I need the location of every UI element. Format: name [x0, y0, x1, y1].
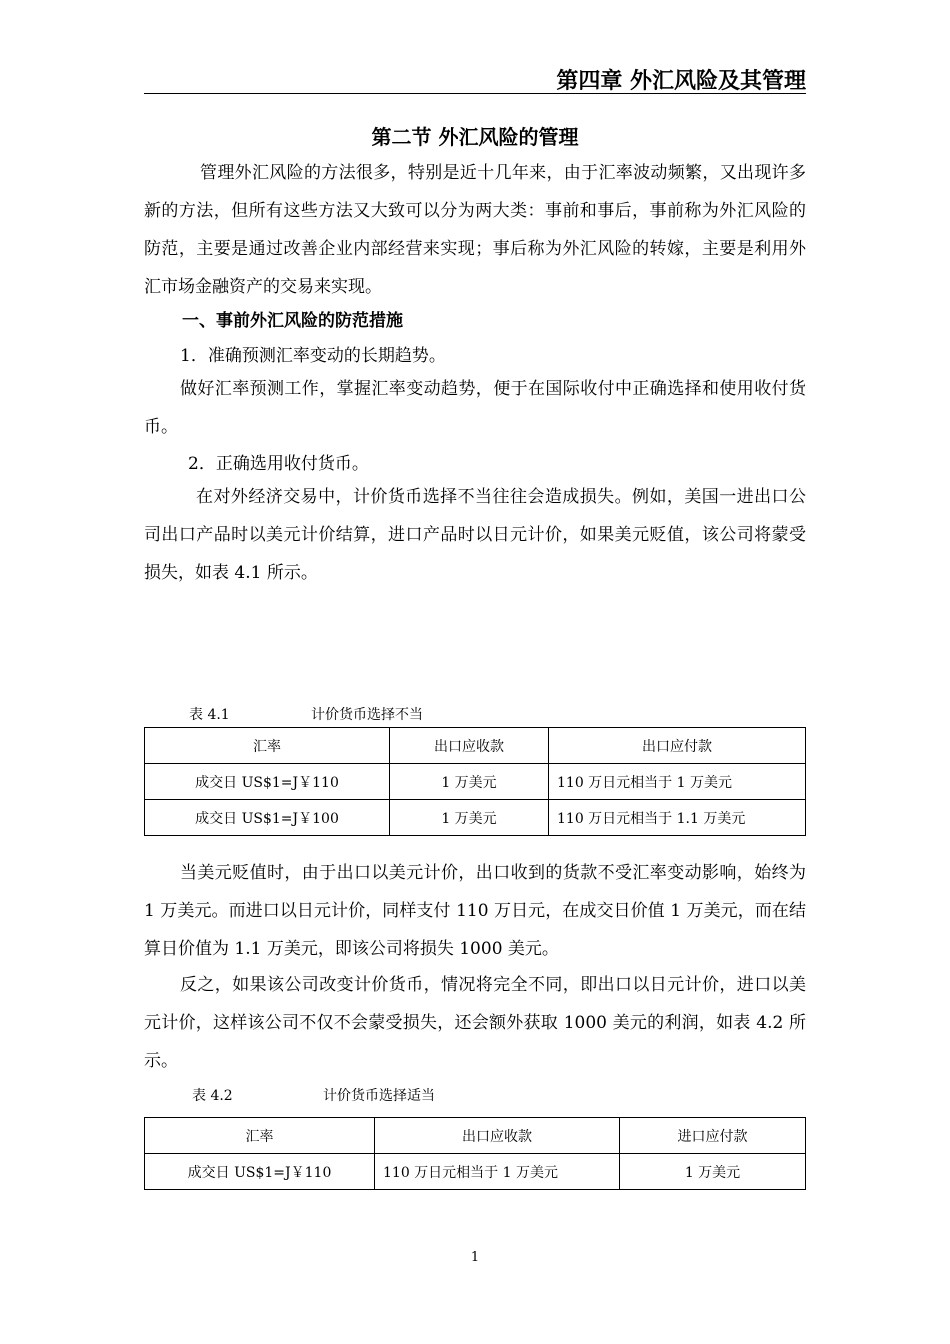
item-1: 1．准确预测汇率变动的长期趋势。 [180, 346, 446, 366]
after-table1-paragraph: 当美元贬值时，由于出口以美元计价，出口收到的货款不受汇率变动影响，始终为 1 万美元。而进口以日元计价，同样支付 110 万日元，在成交日价值 1 万美元，而在结算日价值为 1.1 万美元，即该公司将损失 1000 美元。 [144, 863, 806, 959]
table-cell: 1 万美元 [390, 800, 549, 836]
table-header-row [145, 1118, 806, 1154]
table-header-cell: 汇率 [145, 1118, 375, 1154]
header-rule [144, 93, 806, 94]
intro-paragraph: 管理外汇风险的方法很多，特别是近十几年来，由于汇率波动频繁，又出现许多新的方法，但所有这些方法又大致可以分为两大类：事前和事后，事前称为外汇风险的防范，主要是通过改善企业内部经营来实现；事后称为外汇风险的转嫁，主要是利用外汇市场金融资产的交易来实现。 [144, 163, 806, 297]
table-4-1 [144, 727, 806, 836]
table-4-2 [144, 1117, 806, 1190]
table-cell: 1 万美元 [620, 1154, 806, 1190]
table-row [145, 800, 806, 836]
heading-prevention: 一、事前外汇风险的防范措施 [182, 311, 403, 331]
table-cell: 1 万美元 [390, 764, 549, 800]
table1-label: 表 4.1 [189, 707, 230, 723]
item-2: 2．正确选用收付货币。 [188, 454, 369, 474]
table2-label: 表 4.2 [192, 1088, 233, 1104]
table-header-cell: 进口应付款 [620, 1118, 806, 1154]
table-row [145, 764, 806, 800]
item-2-body: 在对外经济交易中，计价货币选择不当往往会造成损失。例如，美国一进出口公司出口产品时以美元计价结算，进口产品时以日元计价，如果美元贬值，该公司将蒙受损失，如表 4.1 所示。 [144, 487, 806, 583]
table-cell: 110 万日元相当于 1 万美元 [375, 1154, 620, 1190]
page-number: 1 [470, 1250, 480, 1265]
table-header-cell: 出口应收款 [390, 728, 549, 764]
table-cell: 110 万日元相当于 1.1 万美元 [549, 800, 806, 836]
table-cell: 成交日 US$1=J￥110 [145, 1154, 375, 1190]
contrast-paragraph: 反之，如果该公司改变计价货币，情况将完全不同，即出口以日元计价，进口以美元计价，这样该公司不仅不会蒙受损失，还会额外获取 1000 美元的利润，如表 4.2 所示。 [144, 975, 806, 1071]
table-header-cell: 出口应收款 [375, 1118, 620, 1154]
table-header-cell: 汇率 [145, 728, 390, 764]
table-cell: 成交日 US$1=J￥100 [145, 800, 390, 836]
section-title: 第二节 外汇风险的管理 [371, 125, 579, 149]
table-cell: 成交日 US$1=J￥110 [145, 764, 390, 800]
table-header-row [145, 728, 806, 764]
item-1-body: 做好汇率预测工作，掌握汇率变动趋势，便于在国际收付中正确选择和使用收付货币。 [144, 379, 806, 437]
chapter-header: 第四章 外汇风险及其管理 [556, 69, 806, 94]
table-cell: 110 万日元相当于 1 万美元 [549, 764, 806, 800]
table2-caption: 计价货币选择适当 [323, 1088, 435, 1104]
table1-caption: 计价货币选择不当 [311, 707, 423, 723]
table-header-cell: 出口应付款 [549, 728, 806, 764]
table-row [145, 1154, 806, 1190]
